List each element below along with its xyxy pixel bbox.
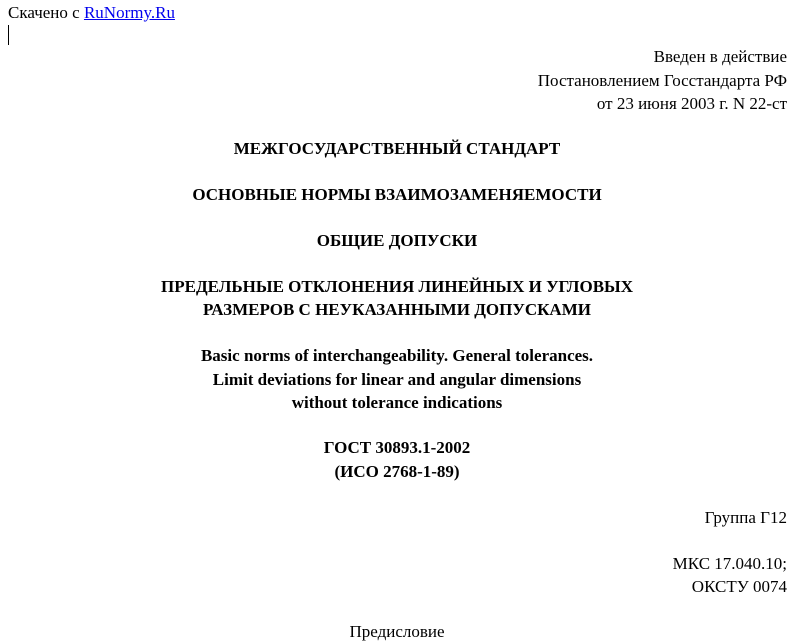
foreword-heading: Предисловие — [349, 622, 445, 641]
okstu-code: ОКСТУ 0074 — [691, 577, 787, 596]
group-code: Группа Г12 — [704, 508, 787, 527]
english-title-line-2: Limit deviations for linear and angular dimensions — [212, 370, 582, 389]
english-title-line-3: without tolerance indications — [291, 393, 503, 412]
gost-designation: ГОСТ 30893.1-2002 — [323, 438, 471, 457]
title-detail-line-1: ПРЕДЕЛЬНЫЕ ОТКЛОНЕНИЯ ЛИНЕЙНЫХ И УГЛОВЫХ — [161, 277, 633, 296]
text-cursor — [8, 25, 9, 45]
runormy-link[interactable]: RuNormy.Ru — [83, 3, 175, 22]
title-main: ОСНОВНЫЕ НОРМЫ ВЗАИМОЗАМЕНЯЕМОСТИ — [192, 185, 602, 204]
enactment-line-3: от 23 июня 2003 г. N 22-ст — [596, 94, 787, 113]
mks-code: МКС 17.040.10; — [672, 554, 787, 573]
standard-type-heading: МЕЖГОСУДАРСТВЕННЫЙ СТАНДАРТ — [233, 139, 561, 158]
download-note — [8, 1, 175, 24]
english-title-line-1: Basic norms of interchangeability. General tolerances. — [200, 346, 594, 365]
title-detail-line-2: РАЗМЕРОВ С НЕУКАЗАННЫМИ ДОПУСКАМИ — [203, 300, 591, 319]
title-sub: ОБЩИЕ ДОПУСКИ — [316, 231, 478, 250]
enactment-line-2: Постановлением Госстандарта РФ — [537, 71, 787, 90]
enactment-line-1: Введен в действие — [653, 47, 787, 66]
iso-designation: (ИСО 2768-1-89) — [334, 462, 460, 481]
download-note-prefix: Скачено с — [8, 3, 80, 22]
